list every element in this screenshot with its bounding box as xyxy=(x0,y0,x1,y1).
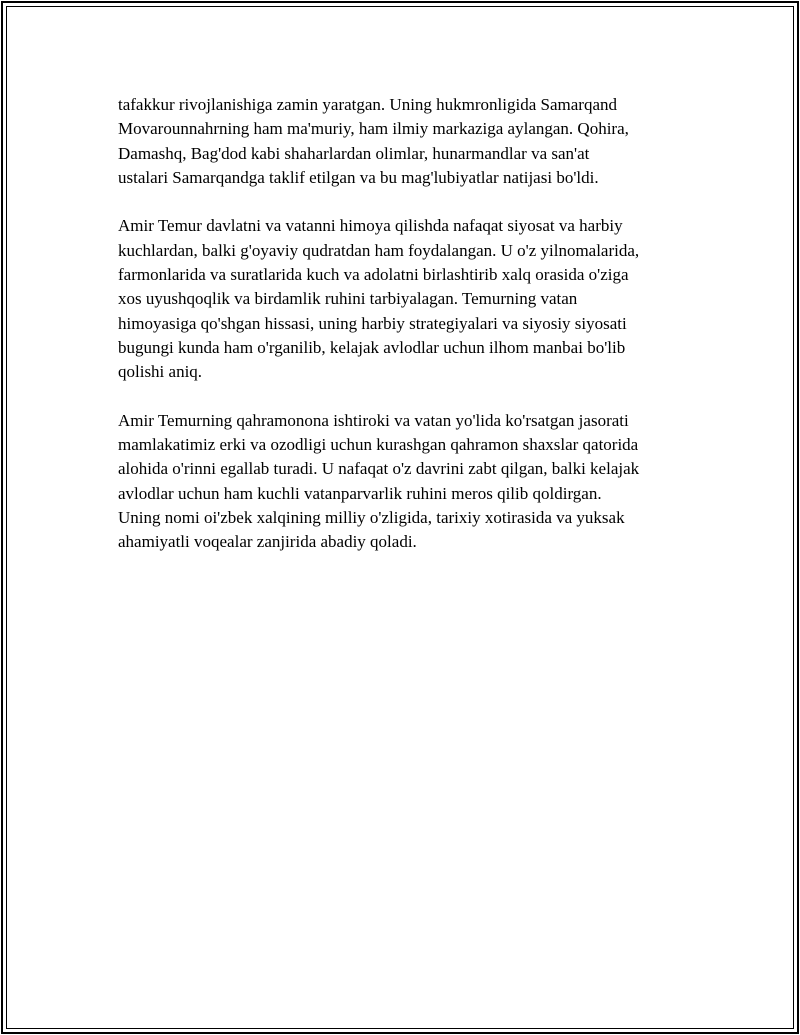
paragraph-3 xyxy=(118,409,718,555)
paragraph-line: bugungi kunda ham o'rganilib, kelajak avlodlar uchun ilhom manbai bo'lib xyxy=(118,337,626,357)
paragraph-line: Damashq, Bag'dod kabi shaharlardan olimlar, hunarmandlar va san'at xyxy=(118,143,590,163)
paragraph-line: xos uyushqoqlik va birdamlik ruhini tarbiyalagan. Temurning vatan xyxy=(118,289,578,309)
paragraph-line: alohida o'rinni egallab turadi. U nafaqat o'z davrini zabt qilgan, balki kelajak xyxy=(118,459,640,479)
paragraph-1 xyxy=(118,93,718,190)
document-body xyxy=(118,93,718,579)
paragraph-line: ahamiyatli voqealar zanjirida abadiy qoladi. xyxy=(118,532,417,552)
paragraph-line: Amir Temur davlatni va vatanni himoya qilishda nafaqat siyosat va harbiy xyxy=(118,216,623,236)
paragraph-line: kuchlardan, balki g'oyaviy qudratdan ham foydalangan. U o'z yilnomalarida, xyxy=(118,240,640,260)
paragraph-line: himoyasiga qo'shgan hissasi, uning harbiy strategiyalari va siyosiy siyosati xyxy=(118,313,627,333)
paragraph-line: Uning nomi oi'zbek xalqining milliy o'zligida, tarixiy xotirasida va yuksak xyxy=(118,508,625,528)
paragraph-line: ustalari Samarqandga taklif etilgan va bu mag'lubiyatlar natijasi bo'ldi. xyxy=(118,167,599,187)
paragraph-2 xyxy=(118,214,718,384)
paragraph-line: farmonlarida va suratlarida kuch va adolatni birlashtirib xalq orasida o'ziga xyxy=(118,265,629,285)
paragraph-line: qolishi aniq. xyxy=(118,362,203,382)
paragraph-line: tafakkur rivojlanishiga zamin yaratgan. Uning hukmronligida Samarqand xyxy=(118,95,618,114)
paragraph-line: mamlakatimiz erki va ozodligi uchun kurashgan qahramon shaxslar qatorida xyxy=(118,435,639,455)
paragraph-line: avlodlar uchun ham kuchli vatanparvarlik ruhini meros qilib qoldirgan. xyxy=(118,483,602,503)
paragraph-line: Movarounnahrning ham ma'muriy, ham ilmiy markaziga aylangan. Qohira, xyxy=(118,119,629,139)
paragraph-line: Amir Temurning qahramonona ishtiroki va vatan yo'lida ko'rsatgan jasorati xyxy=(118,410,629,430)
